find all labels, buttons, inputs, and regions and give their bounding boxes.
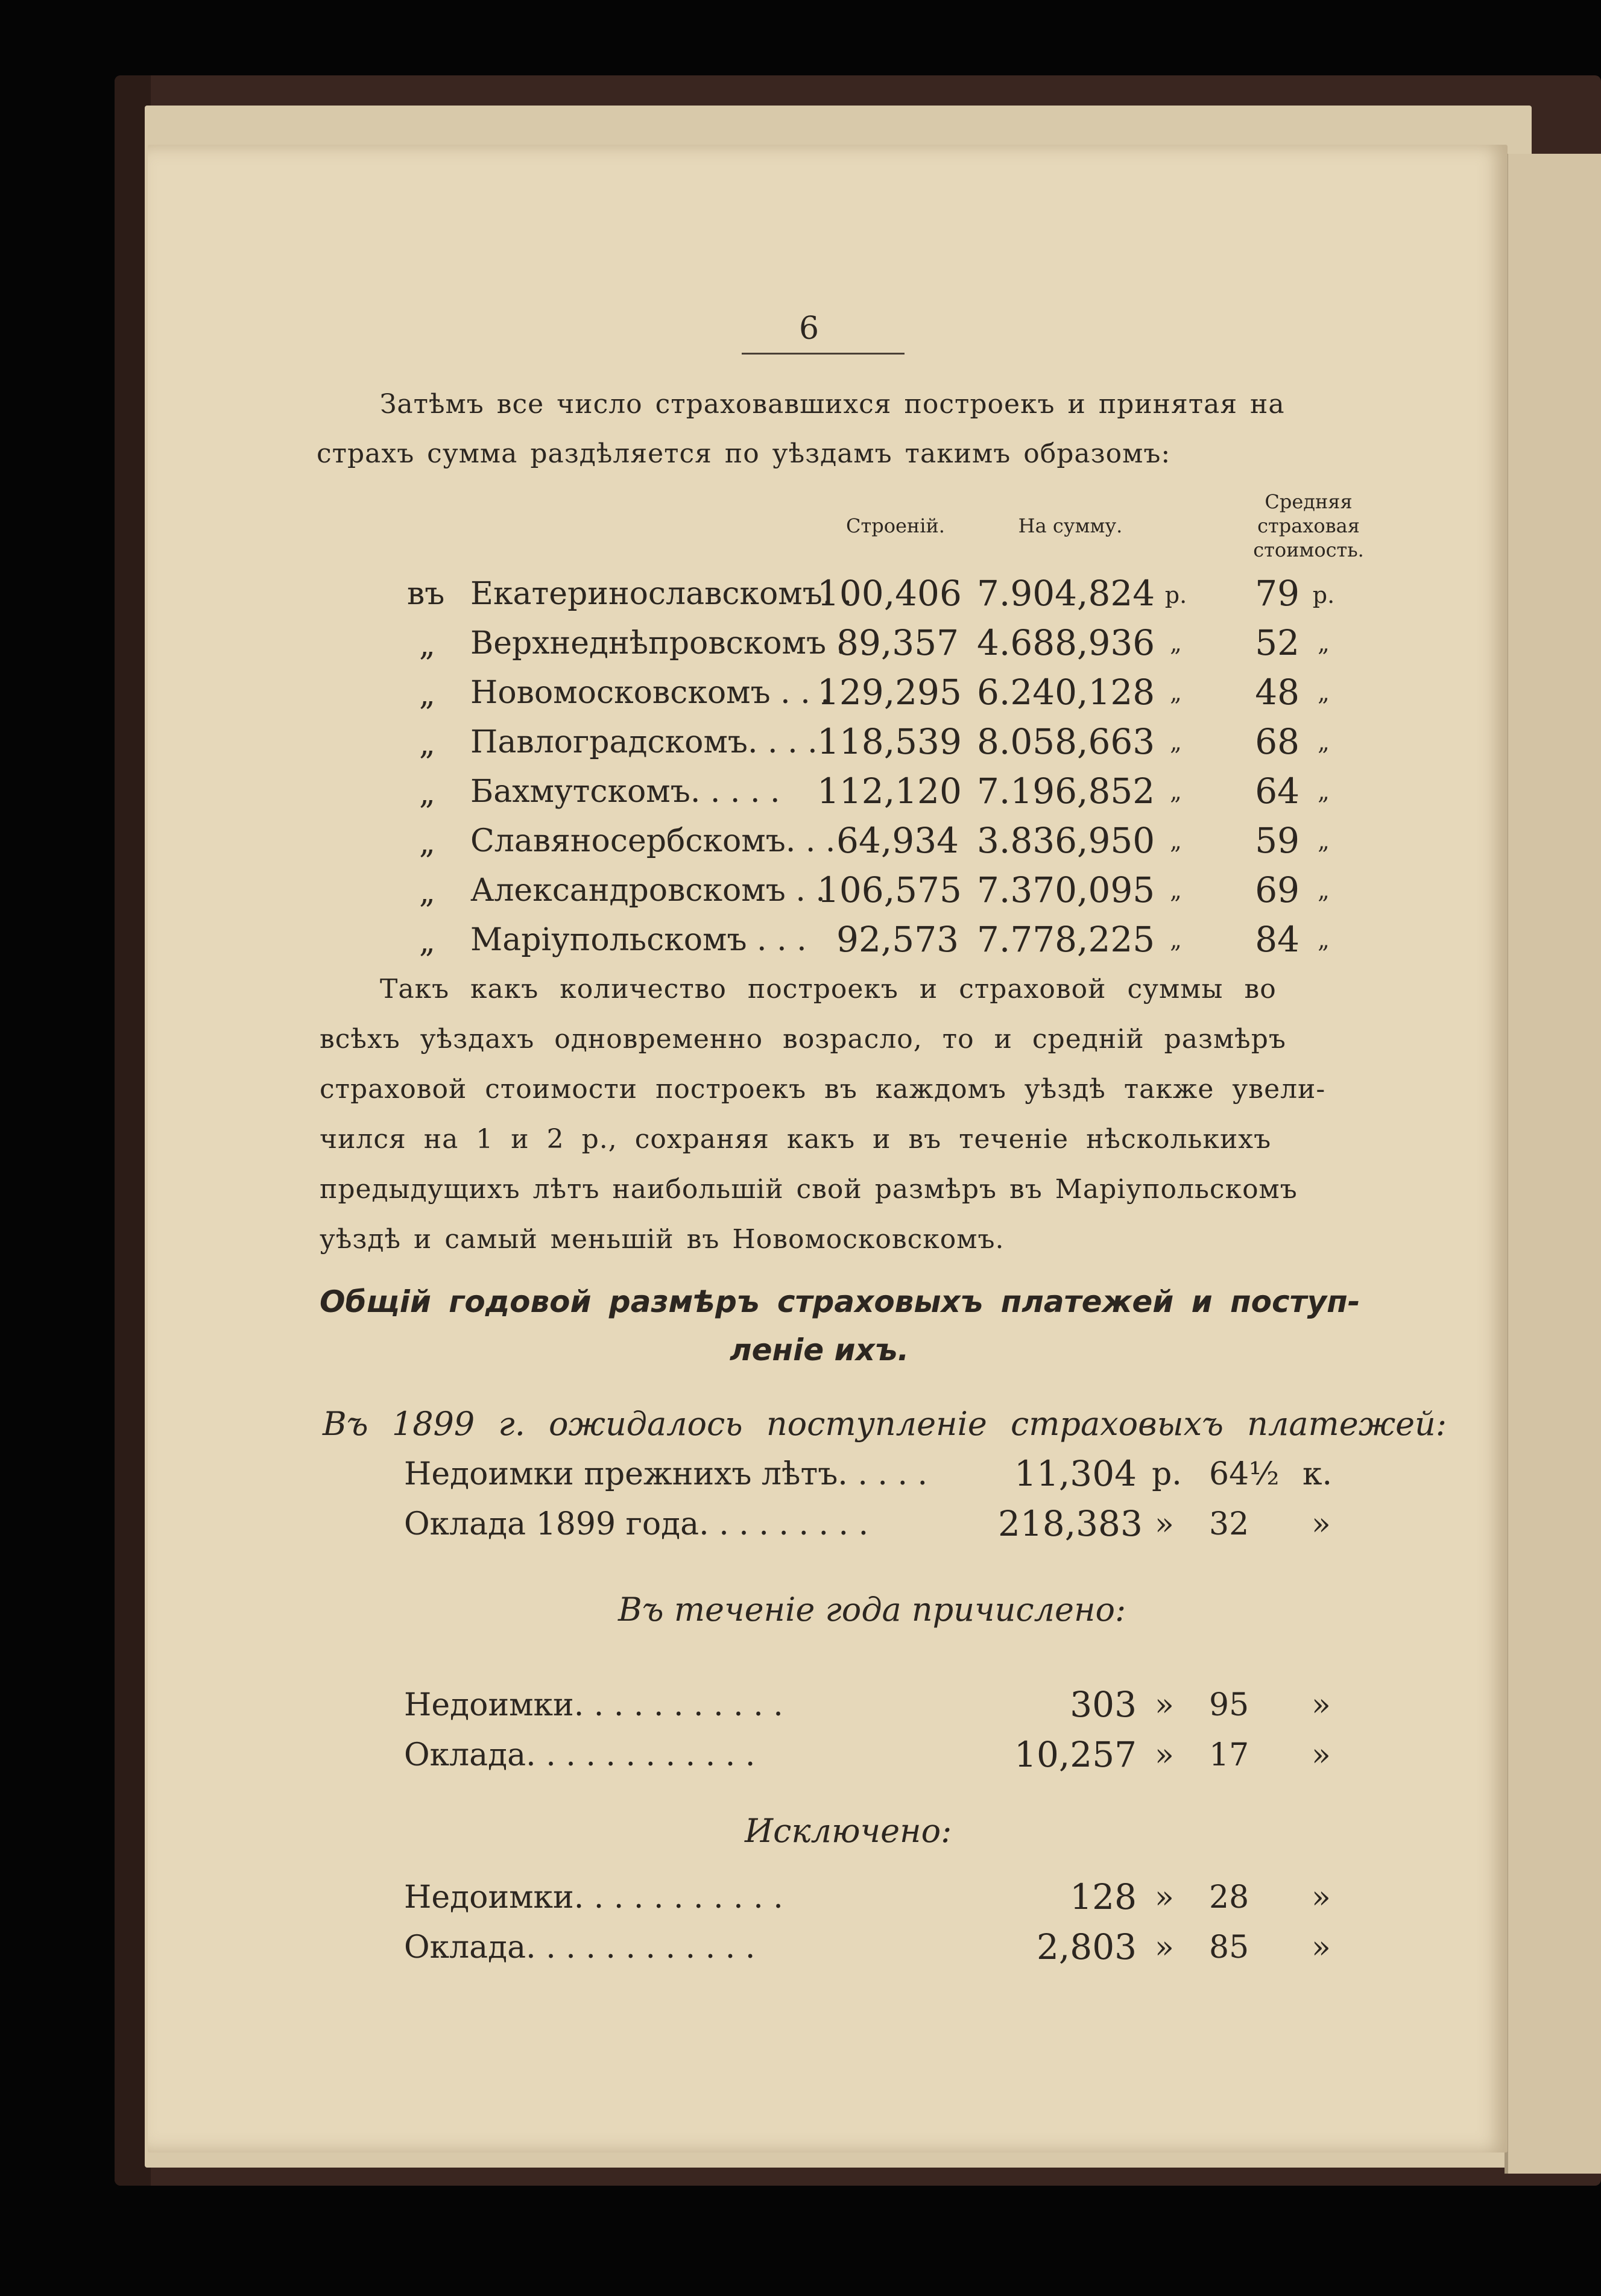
col-header-avg-1: Средняя [1265, 490, 1353, 513]
buildings-count: 112,120 [817, 771, 962, 812]
section-heading-line-2: леніе ихъ. [730, 1332, 909, 1367]
ledger-unit: » [1155, 1506, 1174, 1542]
ledger-kop-unit: » [1312, 1929, 1331, 1966]
insured-sum: 7.904,824 [977, 573, 1155, 614]
district-name: Александровскомъ . . [470, 872, 826, 909]
row-prefix: „ [419, 726, 435, 762]
avg-value: 48 [1255, 672, 1299, 713]
added-heading: Въ теченіе года причислено: [618, 1591, 1126, 1629]
ledger-kop-unit: к. [1303, 1456, 1333, 1492]
avg-value: 79 [1255, 573, 1299, 614]
avg-unit: „ [1318, 778, 1330, 805]
ledger-unit: » [1155, 1737, 1174, 1773]
ledger-label: Оклада 1899 года. . . . . . . . . [404, 1506, 869, 1542]
avg-unit: „ [1318, 680, 1330, 706]
ledger-unit: р. [1152, 1456, 1182, 1492]
sum-unit: „ [1170, 828, 1182, 854]
paragraph-line: уѣздѣ и самый меньшій въ Новомосковскомъ. [320, 1224, 1005, 1255]
ledger-label: Оклада. . . . . . . . . . . . [404, 1929, 756, 1966]
ledger-kop-unit: » [1312, 1737, 1331, 1773]
sum-unit: „ [1170, 778, 1182, 805]
col-header-avg-2: страховая [1257, 514, 1360, 537]
row-prefix: „ [419, 825, 435, 861]
district-name: Славяносербскомъ. . . [470, 823, 836, 859]
ledger-kop-unit: » [1312, 1879, 1331, 1916]
ledger-unit: » [1155, 1687, 1174, 1723]
ledger-label: Недоимки прежнихъ лѣтъ. . . . . [404, 1456, 928, 1492]
ledger-kop: 28 [1209, 1879, 1249, 1916]
ledger-kop: 95 [1209, 1687, 1249, 1723]
insured-sum: 7.196,852 [977, 771, 1155, 812]
district-name: Маріупольскомъ . . . [470, 922, 807, 958]
avg-unit: „ [1318, 828, 1330, 854]
district-name: Новомосковскомъ . . . [470, 675, 830, 711]
ledger-amount: 2,803 [1036, 1926, 1137, 1967]
ledger-kop: 17 [1209, 1737, 1249, 1773]
page-number-rule [742, 353, 905, 355]
sum-unit: „ [1170, 877, 1182, 904]
insured-sum: 7.370,095 [977, 869, 1155, 910]
ledger-amount: 10,257 [1014, 1734, 1137, 1775]
avg-unit: „ [1318, 877, 1330, 904]
ledger-label: Оклада. . . . . . . . . . . . [404, 1737, 756, 1773]
row-prefix: „ [419, 924, 435, 960]
buildings-count: 118,539 [817, 721, 962, 762]
col-header-sum: На сумму. [1018, 514, 1123, 537]
avg-unit: р. [1312, 582, 1335, 608]
avg-unit: „ [1318, 630, 1330, 657]
district-name: Павлоградскомъ. . . . [470, 724, 818, 760]
avg-unit: „ [1318, 927, 1330, 953]
ledger-amount: 128 [1070, 1876, 1137, 1917]
buildings-count: 100,406 [817, 573, 962, 614]
intro-line-2: страхъ сумма раздѣляется по уѣздамъ такимъ образомъ: [317, 438, 1171, 469]
expected-line: Въ 1899 г. ожидалось поступленіе страховыхъ платежей: [323, 1405, 1447, 1443]
district-name: Бахмутскомъ. . . . . [470, 774, 780, 810]
ledger-amount: 218,383 [998, 1503, 1143, 1544]
sum-unit: „ [1170, 680, 1182, 706]
row-prefix: „ [419, 676, 435, 713]
avg-unit: „ [1318, 729, 1330, 755]
ledger-amount: 11,304 [1014, 1453, 1137, 1494]
book-page [148, 145, 1508, 2152]
insured-sum: 4.688,936 [977, 622, 1155, 663]
next-page-edge [1505, 154, 1601, 2174]
insured-sum: 8.058,663 [977, 721, 1155, 762]
paragraph-line: чился на 1 и 2 р., сохраняя какъ и въ теченіе нѣсколькихъ [320, 1124, 1272, 1155]
paragraph-line: предыдущихъ лѣтъ наибольшій свой размѣръ въ Маріупольскомъ [320, 1174, 1298, 1205]
insured-sum: 7.778,225 [977, 919, 1155, 960]
sum-unit: „ [1170, 630, 1182, 657]
paragraph-line: Такъ какъ количество построекъ и страховой суммы во [380, 974, 1277, 1004]
paragraph-line: страховой стоимости построекъ въ каждомъ уѣздѣ также увели- [320, 1074, 1326, 1105]
buildings-count: 89,357 [836, 622, 959, 663]
ledger-kop: 64½ [1209, 1456, 1280, 1492]
page-number: 6 [799, 311, 819, 347]
avg-value: 68 [1255, 721, 1299, 762]
ledger-unit: » [1155, 1929, 1174, 1966]
avg-value: 69 [1255, 869, 1299, 910]
ledger-amount: 303 [1070, 1684, 1137, 1725]
insured-sum: 6.240,128 [977, 672, 1155, 713]
sum-unit: „ [1170, 729, 1182, 755]
buildings-count: 129,295 [817, 672, 962, 713]
row-prefix: „ [419, 627, 435, 663]
avg-value: 64 [1255, 771, 1299, 812]
ledger-label: Недоимки. . . . . . . . . . . [404, 1687, 783, 1723]
col-header-buildings: Строеній. [846, 514, 945, 537]
excluded-heading: Исключено: [745, 1812, 952, 1850]
ledger-kop-unit: » [1312, 1687, 1331, 1723]
row-prefix: „ [419, 874, 435, 910]
insured-sum: 3.836,950 [977, 820, 1155, 861]
sum-unit: р. [1164, 582, 1187, 608]
ledger-kop: 85 [1209, 1929, 1249, 1966]
col-header-avg-3: стоимость. [1253, 538, 1364, 561]
buildings-count: 64,934 [836, 820, 959, 861]
ledger-unit: » [1155, 1879, 1174, 1916]
buildings-count: 106,575 [817, 869, 962, 910]
ledger-label: Недоимки. . . . . . . . . . . [404, 1879, 783, 1916]
avg-value: 52 [1255, 622, 1299, 663]
intro-line-1: Затѣмъ все число страховавшихся построекъ и принятая на [380, 389, 1285, 420]
row-prefix: въ [407, 576, 445, 612]
ledger-kop: 32 [1209, 1506, 1249, 1542]
avg-value: 59 [1255, 820, 1299, 861]
district-name: Екатеринославскомъ. . [470, 576, 853, 612]
district-name: Верхнеднѣпровскомъ . [470, 625, 847, 661]
ledger-kop-unit: » [1312, 1506, 1331, 1542]
paragraph-line: всѣхъ уѣздахъ одновременно возрасло, то и средній размѣръ [320, 1024, 1286, 1055]
buildings-count: 92,573 [836, 919, 959, 960]
sum-unit: „ [1170, 927, 1182, 953]
avg-value: 84 [1255, 919, 1299, 960]
section-heading-line-1: Общій годовой размѣръ страховыхъ платежей и поступ- [320, 1284, 1360, 1319]
row-prefix: „ [419, 775, 435, 812]
